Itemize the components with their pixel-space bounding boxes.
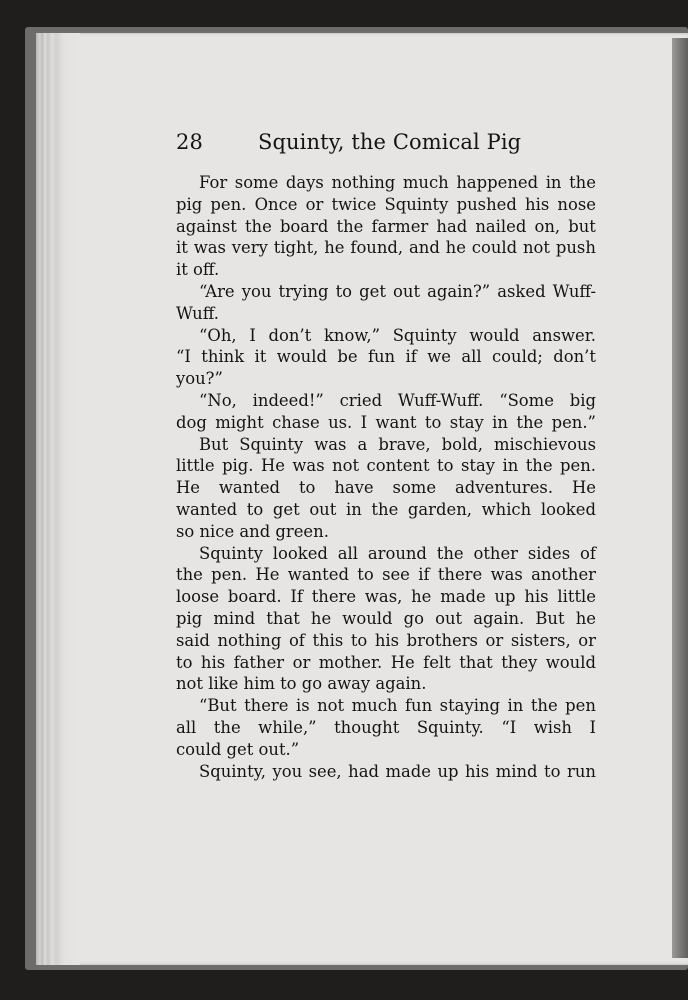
word: to bbox=[437, 456, 454, 476]
word: father bbox=[233, 652, 285, 672]
word: was bbox=[490, 565, 523, 585]
word: out bbox=[393, 281, 421, 301]
text-line bbox=[176, 325, 596, 347]
word: the bbox=[436, 543, 464, 563]
text-line: you?” bbox=[176, 369, 223, 389]
word: of bbox=[288, 630, 305, 650]
word: if bbox=[405, 347, 417, 367]
word: board. bbox=[227, 587, 282, 607]
page-gutter bbox=[36, 33, 80, 965]
word: don’t bbox=[553, 347, 596, 367]
text-line bbox=[176, 455, 596, 477]
word: would bbox=[276, 347, 327, 367]
word: Squinty bbox=[239, 434, 304, 454]
word: But bbox=[535, 608, 565, 628]
word: in bbox=[492, 412, 508, 432]
word: in bbox=[545, 173, 562, 192]
word: looked bbox=[272, 543, 328, 563]
word: his bbox=[374, 630, 400, 650]
text-line bbox=[176, 761, 596, 783]
word: would bbox=[342, 608, 393, 628]
word: was bbox=[314, 434, 347, 454]
word: happened bbox=[456, 173, 539, 192]
word: to bbox=[424, 412, 442, 432]
word: wanted bbox=[287, 565, 349, 585]
word: farmer bbox=[371, 216, 429, 236]
word: all bbox=[337, 543, 358, 563]
word: get bbox=[272, 499, 300, 519]
text-line bbox=[176, 586, 596, 608]
text-line bbox=[176, 216, 596, 238]
word: pig. bbox=[222, 456, 254, 476]
word: mind bbox=[213, 608, 256, 628]
word: trying bbox=[278, 281, 329, 301]
word: nothing bbox=[331, 173, 396, 192]
word: don’t bbox=[268, 325, 312, 345]
text-line: Wuff. bbox=[176, 303, 220, 323]
word: go bbox=[403, 608, 424, 628]
word: “I bbox=[501, 717, 517, 737]
word: For bbox=[199, 173, 228, 192]
word: another bbox=[531, 565, 596, 585]
word: to bbox=[544, 761, 561, 781]
word: brothers bbox=[406, 630, 478, 650]
word: Once bbox=[254, 194, 298, 214]
word: the bbox=[244, 216, 272, 236]
word: tight, bbox=[273, 238, 319, 258]
text-line bbox=[176, 608, 596, 630]
word: push bbox=[555, 238, 596, 258]
word: or bbox=[485, 630, 504, 650]
text-line bbox=[176, 281, 596, 303]
word: He bbox=[176, 478, 200, 498]
word: is bbox=[295, 696, 310, 716]
running-title: Squinty, the Comical Pig bbox=[258, 130, 522, 154]
word: his bbox=[465, 761, 490, 781]
word: in bbox=[502, 456, 519, 476]
word: out bbox=[435, 608, 463, 628]
word: know,” bbox=[323, 325, 380, 345]
word: see bbox=[382, 565, 410, 585]
word: and bbox=[408, 238, 440, 258]
word: all bbox=[176, 717, 197, 737]
word: us. bbox=[328, 412, 353, 432]
text-line bbox=[176, 434, 596, 456]
word: sisters, bbox=[510, 630, 571, 650]
word: Wuff-Wuff. bbox=[397, 390, 484, 410]
word: be bbox=[337, 347, 358, 367]
word: adventures. bbox=[454, 478, 554, 498]
text-line bbox=[176, 194, 596, 216]
word: chase bbox=[272, 412, 320, 432]
word: “Are bbox=[199, 281, 235, 301]
word: brave, bbox=[378, 434, 431, 454]
word: If bbox=[290, 587, 303, 607]
word: sides bbox=[527, 543, 571, 563]
word: “Some bbox=[499, 390, 554, 410]
word: see, bbox=[308, 761, 342, 781]
word: but bbox=[568, 216, 596, 236]
word: thought bbox=[334, 717, 400, 737]
word: not bbox=[317, 696, 345, 716]
word: to bbox=[176, 652, 193, 672]
word: twice bbox=[331, 194, 377, 214]
word: had bbox=[348, 761, 379, 781]
text-line bbox=[176, 717, 596, 739]
word: again. bbox=[473, 608, 525, 628]
word: to bbox=[246, 499, 264, 519]
word: pen. bbox=[211, 565, 248, 585]
word: while,” bbox=[258, 717, 317, 737]
word: his bbox=[525, 194, 550, 214]
word: “But bbox=[199, 696, 237, 716]
word: all bbox=[461, 347, 482, 367]
text-line bbox=[176, 346, 596, 368]
text-line bbox=[176, 499, 596, 521]
text-line bbox=[176, 237, 596, 259]
word: had bbox=[436, 216, 468, 236]
word: run bbox=[566, 761, 596, 781]
word: mother. bbox=[318, 652, 383, 672]
word: Squinty bbox=[384, 194, 449, 214]
word: pen.” bbox=[551, 412, 596, 432]
word: mind bbox=[495, 761, 538, 781]
word: to bbox=[350, 630, 368, 650]
word: the bbox=[213, 717, 241, 737]
word: felt bbox=[423, 652, 451, 672]
word: wanted bbox=[218, 478, 281, 498]
word: some bbox=[392, 478, 437, 498]
word: Squinty. bbox=[416, 717, 484, 737]
body-text bbox=[176, 172, 596, 782]
word: loose bbox=[176, 587, 220, 607]
word: answer. bbox=[532, 325, 596, 345]
word: the bbox=[176, 565, 203, 585]
word: made bbox=[385, 761, 431, 781]
word: nose bbox=[557, 194, 596, 214]
word: again?” bbox=[427, 281, 491, 301]
word: much bbox=[351, 696, 398, 716]
word: his bbox=[200, 652, 226, 672]
text-line: it off. bbox=[176, 260, 220, 280]
word: of bbox=[579, 543, 596, 563]
word: a bbox=[357, 434, 368, 454]
word: pen. bbox=[210, 194, 247, 214]
word: pen. bbox=[560, 456, 596, 476]
word: there bbox=[437, 565, 483, 585]
word: stay bbox=[460, 456, 495, 476]
word: nailed bbox=[475, 216, 527, 236]
word: “I bbox=[176, 347, 191, 367]
word: pen bbox=[565, 696, 596, 716]
word: it bbox=[254, 347, 267, 367]
word: would bbox=[545, 652, 596, 672]
word: little bbox=[176, 456, 215, 476]
word: the bbox=[569, 173, 596, 192]
word: he bbox=[575, 608, 596, 628]
word: board bbox=[279, 216, 329, 236]
word: was bbox=[193, 238, 226, 258]
word: cried bbox=[339, 390, 383, 410]
word: to bbox=[335, 281, 353, 301]
text-line bbox=[176, 543, 596, 565]
word: said bbox=[176, 630, 210, 650]
word: that bbox=[459, 652, 493, 672]
word: get bbox=[359, 281, 386, 301]
word: bold, bbox=[441, 434, 483, 454]
word: some bbox=[234, 173, 279, 192]
word: much bbox=[402, 173, 449, 192]
next-page-edge bbox=[672, 38, 688, 958]
text-line bbox=[176, 412, 596, 434]
word: pushed bbox=[456, 194, 517, 214]
text-line: not like him to go away again. bbox=[176, 674, 427, 694]
word: to bbox=[357, 565, 374, 585]
word: the bbox=[371, 499, 399, 519]
word: to bbox=[298, 478, 316, 498]
word: pig bbox=[176, 194, 203, 214]
word: He bbox=[260, 456, 285, 476]
word: “Oh, bbox=[199, 325, 237, 345]
word: he bbox=[411, 587, 432, 607]
word: in bbox=[507, 696, 524, 716]
word: He bbox=[571, 478, 596, 498]
text-line bbox=[176, 477, 596, 499]
word: other bbox=[473, 543, 519, 563]
word: big bbox=[569, 390, 596, 410]
word: made bbox=[440, 587, 486, 607]
word: But bbox=[199, 434, 229, 454]
word: mischievous bbox=[494, 434, 596, 454]
word: want bbox=[375, 412, 417, 432]
word: wish bbox=[533, 717, 572, 737]
word: or bbox=[578, 630, 596, 650]
word: days bbox=[285, 173, 324, 192]
text-line bbox=[176, 652, 596, 674]
word: up bbox=[437, 761, 459, 781]
word: indeed!” bbox=[252, 390, 324, 410]
word: there bbox=[311, 587, 357, 607]
text-line bbox=[176, 172, 596, 194]
word: he bbox=[310, 608, 332, 628]
word: might bbox=[215, 412, 264, 432]
word: not bbox=[523, 238, 551, 258]
word: on, bbox=[534, 216, 561, 236]
word: looked bbox=[540, 499, 596, 519]
word: could bbox=[471, 238, 518, 258]
word: pig bbox=[176, 608, 203, 628]
word: I bbox=[589, 717, 596, 737]
word: you bbox=[241, 281, 272, 301]
word: they bbox=[501, 652, 538, 672]
word: he bbox=[445, 238, 466, 258]
text-block bbox=[176, 130, 596, 782]
word: you bbox=[272, 761, 303, 781]
running-header bbox=[176, 130, 596, 164]
word: have bbox=[334, 478, 374, 498]
word: staying bbox=[439, 696, 500, 716]
word: if bbox=[418, 565, 430, 585]
word: He bbox=[390, 652, 415, 672]
text-line: so nice and green. bbox=[176, 521, 329, 541]
page-number: 28 bbox=[176, 130, 203, 154]
word: the bbox=[336, 216, 364, 236]
word: found, bbox=[350, 238, 404, 258]
word: he bbox=[324, 238, 345, 258]
word: there bbox=[244, 696, 289, 716]
word: that bbox=[266, 608, 300, 628]
word: think bbox=[201, 347, 245, 367]
text-line bbox=[176, 695, 596, 717]
word: this bbox=[312, 630, 344, 650]
word: the bbox=[516, 412, 544, 432]
text-line bbox=[176, 390, 596, 412]
word: we bbox=[427, 347, 451, 367]
word: asked bbox=[497, 281, 546, 301]
text-line: could get out.” bbox=[176, 739, 300, 759]
word: little bbox=[557, 587, 596, 607]
word: content bbox=[366, 456, 430, 476]
word: wanted bbox=[176, 499, 238, 519]
word: could; bbox=[492, 347, 543, 367]
text-line bbox=[176, 630, 596, 652]
word: around bbox=[367, 543, 427, 563]
word: Squinty bbox=[199, 543, 263, 563]
word: the bbox=[530, 696, 558, 716]
word: not bbox=[332, 456, 360, 476]
word: stay bbox=[449, 412, 484, 432]
word: dog bbox=[176, 412, 207, 432]
text-line bbox=[176, 564, 596, 586]
word: Wuff- bbox=[552, 281, 596, 301]
word: or bbox=[305, 194, 324, 214]
word: Squinty bbox=[392, 325, 457, 345]
word: I bbox=[249, 325, 256, 345]
word: was, bbox=[364, 587, 403, 607]
word: fun bbox=[367, 347, 396, 367]
word: Squinty, bbox=[199, 761, 266, 781]
word: was bbox=[292, 456, 325, 476]
word: in bbox=[345, 499, 362, 519]
word: up bbox=[494, 587, 516, 607]
word: nothing bbox=[217, 630, 282, 650]
word: the bbox=[525, 456, 553, 476]
word: garden, bbox=[407, 499, 472, 519]
word: He bbox=[255, 565, 280, 585]
word: “No, bbox=[199, 390, 237, 410]
word: which bbox=[481, 499, 532, 519]
word: his bbox=[524, 587, 549, 607]
word: or bbox=[292, 652, 311, 672]
word: I bbox=[360, 412, 368, 432]
word: would bbox=[469, 325, 520, 345]
word: fun bbox=[404, 696, 433, 716]
word: it bbox=[176, 238, 188, 258]
word: very bbox=[231, 238, 268, 258]
word: against bbox=[176, 216, 237, 236]
word: out bbox=[309, 499, 337, 519]
